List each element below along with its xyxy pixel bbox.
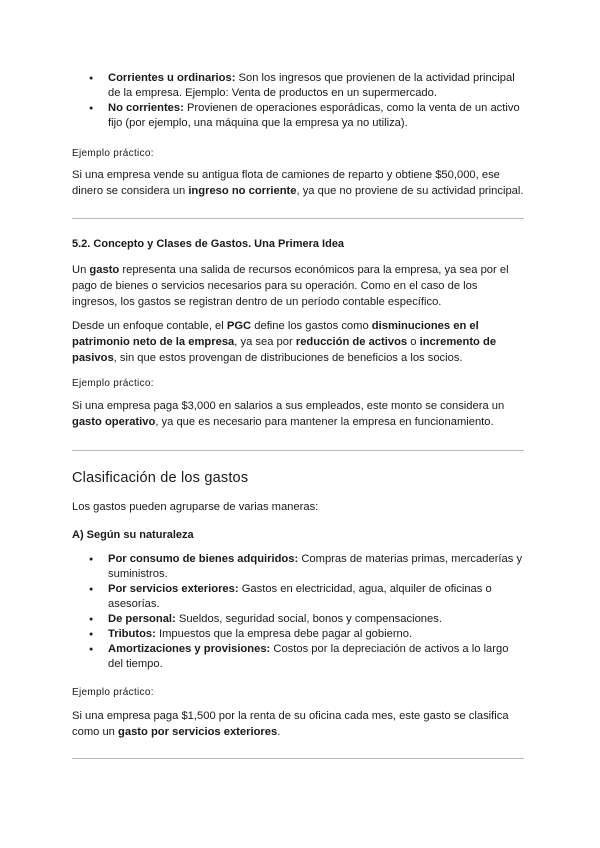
example-paragraph: Si una empresa vende su antigua flota de camiones de reparto y obtiene $50,000, ese dinero se considera un ingreso no corriente, ya que no proviene de su actividad principal. <box>72 169 524 197</box>
paragraph: Desde un enfoque contable, el PGC define los gastos como disminuciones en el patrimonio neto de la empresa, ya sea por reducción de activos o incremento de pasivos, sin que estos provengan de distribuciones de beneficios a los socios. <box>72 320 497 364</box>
income-type-list <box>72 71 524 131</box>
list-item: ● No corrientes: Provienen de operaciones esporádicas, como la venta de un activo fijo (por ejemplo, una máquina que la empresa ya no utiliza). <box>72 101 524 131</box>
list-item: ● Corrientes u ordinarios: Son los ingresos que provienen de la actividad principal de la empresa. Ejemplo: Venta de productos en un supermercado. <box>72 71 524 101</box>
subheading: A) Según su naturaleza <box>72 529 194 541</box>
list-item: ● Tributos: Impuestos que la empresa debe pagar al gobierno. <box>72 627 524 642</box>
list-item: ● Por servicios exteriores: Gastos en electricidad, agua, alquiler de oficinas o asesorías. <box>72 582 524 612</box>
example-paragraph: Si una empresa paga $3,000 en salarios a sus empleados, este monto se considera un gasto operativo, ya que es necesario para mantener la empresa en funcionamiento. <box>72 400 505 428</box>
divider <box>72 450 524 451</box>
list-item: ● De personal: Sueldos, seguridad social, bonos y compensaciones. <box>72 612 524 627</box>
divider <box>72 218 524 219</box>
list-item: ● Por consumo de bienes adquiridos: Compras de materias primas, mercaderías y suministros. <box>72 552 524 582</box>
example-label: Ejemplo práctico: <box>72 148 154 159</box>
list-item: ● Amortizaciones y provisiones: Costos por la depreciación de activos a lo largo del tiempo. <box>72 642 524 672</box>
page-heading: Clasificación de los gastos <box>72 470 249 486</box>
example-label: Ejemplo práctico: <box>72 378 154 389</box>
paragraph: Los gastos pueden agruparse de varias maneras: <box>72 501 319 513</box>
section-heading: 5.2. Concepto y Clases de Gastos. Una Primera Idea <box>72 238 345 250</box>
paragraph: Un gasto representa una salida de recursos económicos para la empresa, ya sea por el pago de bienes o servicios necesarios para su operación. Como en el caso de los ingresos, los gastos se registran dentro de un período contable específico. <box>72 264 509 308</box>
nature-list <box>72 552 524 672</box>
example-paragraph: Si una empresa paga $1,500 por la renta de su oficina cada mes, este gasto se clasifica como un gasto por servicios exteriores. <box>72 710 509 738</box>
divider <box>72 758 524 759</box>
example-label: Ejemplo práctico: <box>72 687 154 698</box>
